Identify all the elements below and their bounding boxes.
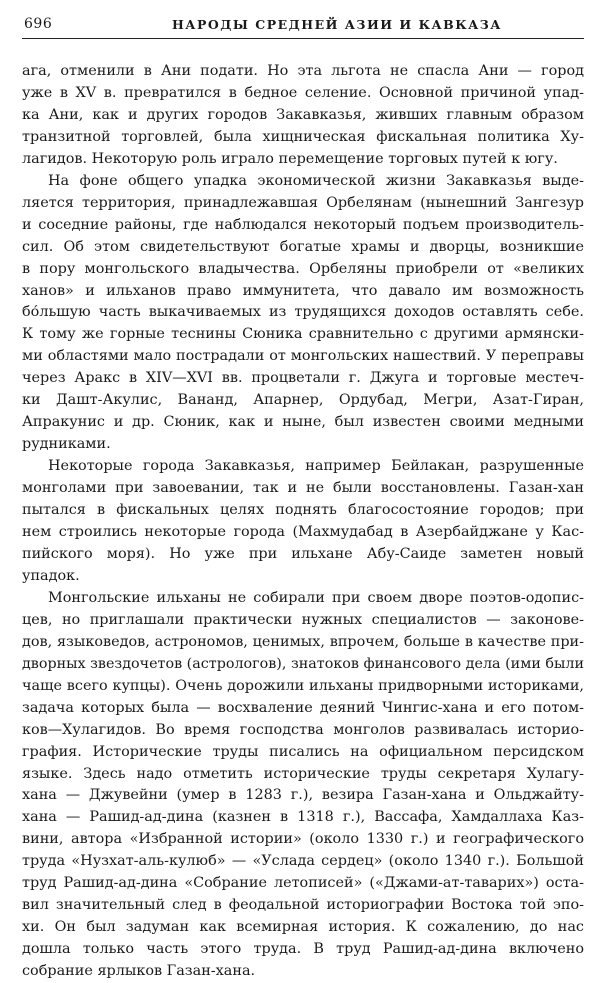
text-line: бо́льшую часть выкачиваемых из трудящихся доходов оставлять себе.	[22, 304, 584, 321]
text-line: собрание ярлыков Газан-хана.	[22, 963, 256, 980]
text-line: вил значительный след в феодальной историографии Востока той эпо-	[22, 897, 584, 914]
text-line: ляется территория, принадлежавшая Орбелянам (нынешний Зангезур	[22, 194, 584, 211]
text-line: упадок.	[22, 567, 80, 584]
text-line: дов, языковедов, астрономов, ценимых, впрочем, больше в качестве при-	[22, 633, 584, 650]
text-line: и соседние районы, где наблюдался некоторый подъем производитель-	[22, 216, 584, 233]
text-line: сил. Об этом свидетельствуют богатые храмы и дворцы, возникшие	[22, 238, 584, 255]
text-line: задача которых была — восхваление деяний Чингис-хана и его потом-	[22, 699, 584, 716]
text-line: рудниками.	[22, 436, 111, 453]
header-title: НАРОДЫ СРЕДНЕЙ АЗИИ И КАВКАЗА	[172, 17, 502, 32]
text-line: хана — Рашид-ад-дина (казнен в 1318 г.), Вассафа, Хамдаллаха Каз-	[22, 809, 584, 826]
text-line: труд Рашид-ад-дина «Собрание летописей» («Джами-ат-таварих») оста-	[22, 875, 584, 892]
paragraph	[22, 61, 584, 171]
text-line: через Аракс в XIV—XVI вв. процветали г. Джуга и торговые местеч-	[22, 370, 584, 387]
text-line: Апракунис и др. Сюник, как и ныне, был известен своими медными	[22, 414, 584, 431]
text-line: пийского моря). Но уже при ильхане Абу-Саиде заметен новый	[22, 545, 584, 562]
text-line: графия. Исторические труды писались на официальном персидском	[22, 743, 584, 760]
text-line: чаще всего купцы). Очень дорожили ильханы придворными историками,	[22, 677, 584, 694]
paragraph	[22, 588, 584, 983]
text-line: дворных звездочетов (астрологов), знатоков финансового дела (ими были	[22, 655, 584, 672]
text-line: дошла только часть этого труда. В труд Рашид-ад-дина включено	[22, 941, 584, 958]
text-line: ми областями мало пострадали от монгольских нашествий. У переправы	[22, 348, 584, 365]
text-line: Некоторые города Закавказья, например Бейлакан, разрушенные	[48, 458, 584, 475]
text-line: языке. Здесь надо отметить исторические труды секретаря Хулагу-	[22, 765, 584, 782]
text-line: нем строились некоторые города (Махмудабад в Азербайджане у Кас-	[22, 524, 584, 541]
text-line: Монгольские ильханы не собирали при своем дворе поэтов-одопис-	[48, 589, 584, 606]
text-line: уже в XV в. превратился в бедное селение. Основной причиной упад-	[22, 84, 584, 101]
text-line: хи. Он был задуман как всемирная история. К сожалению, до нас	[22, 919, 584, 936]
text-line: ханов» и ильханов право иммунитета, что давало им возможность	[22, 282, 584, 299]
body-text	[22, 61, 584, 983]
book-page	[22, 12, 584, 983]
text-line: вини, автора «Избранной истории» (около 1330 г.) и географического	[22, 831, 584, 848]
running-head	[22, 12, 584, 39]
text-line: ки Дашт-Акулис, Вананд, Апарнер, Ордубад, Мегри, Азат-Гиран,	[22, 392, 584, 409]
text-line: ков—Хулагидов. Во время господства монголов развивалась историо-	[22, 721, 584, 738]
paragraph	[22, 171, 584, 456]
text-line: пытался в фискальных целях поднять благосостояние городов; при	[22, 502, 584, 519]
text-line: ка Ани, как и других городов Закавказья, живших главным образом	[22, 106, 584, 123]
text-line: лагидов. Некоторую роль играло перемещение торговых путей к югу.	[22, 150, 558, 167]
text-line: ага, отменили в Ани подати. Но эта льгота не спасла Ани — город	[22, 63, 584, 79]
text-line: в пору монгольского владычества. Орбеляны приобрели от «великих	[22, 260, 584, 277]
text-line: хана — Джувейни (умер в 1283 г.), везира Газан-хана и Ольджайту-	[22, 787, 584, 804]
page-number: 696	[24, 16, 53, 32]
text-line: монголами при завоевании, так и не были восстановлены. Газан-хан	[22, 480, 584, 497]
text-line: На фоне общего упадка экономической жизни Закавказья выде-	[48, 172, 584, 189]
text-line: труда «Нузхат-аль-кулюб» — «Услада сердец» (около 1340 г.). Большой	[22, 853, 584, 870]
text-line: К тому же горные теснины Сюника сравнительно с другими армянски-	[22, 326, 584, 343]
text-line: цев, но приглашали практически нужных специалистов — законове-	[22, 611, 584, 628]
text-line: транзитной торговлей, была хищническая фискальная политика Ху-	[22, 128, 584, 145]
paragraph	[22, 456, 584, 588]
